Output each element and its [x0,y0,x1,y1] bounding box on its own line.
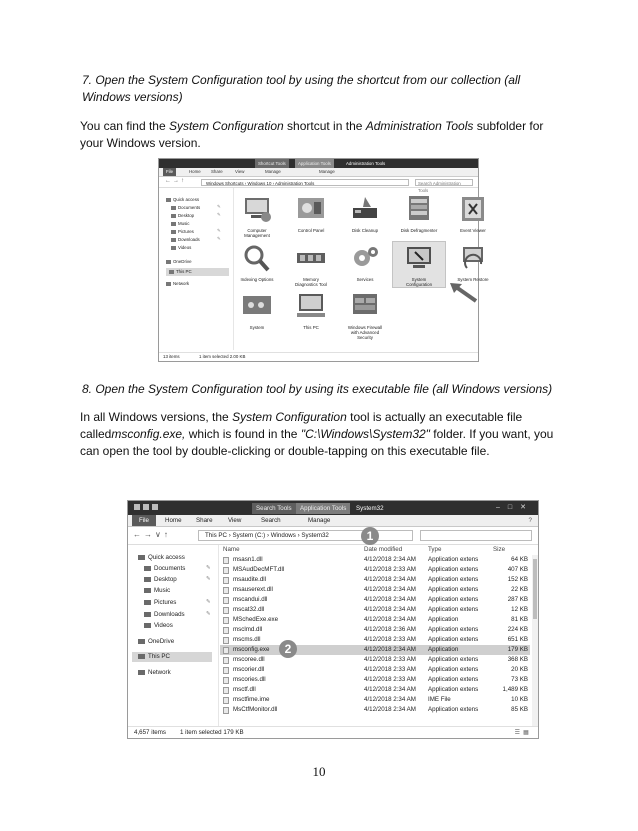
file-icon [223,567,229,574]
tile-event-viewer[interactable] [447,193,499,233]
title-bar [128,501,538,515]
file-name: mscandui.dll [233,596,268,603]
pin-icon: ✎ [217,228,221,233]
pictures-icon [171,230,176,234]
view-toggle-icons[interactable]: ☰▦ [514,729,532,736]
sidebar-item-this-pc[interactable] [166,268,229,276]
folder-icon [144,566,151,571]
file-size: 368 KB [507,656,528,663]
breadcrumb-system-c[interactable]: System (C:) [232,532,266,539]
file-name: msclmd.dll [233,626,263,633]
star-icon [166,198,171,202]
table-row[interactable] [220,655,530,665]
file-date: 4/12/2018 2:34 AM [364,586,416,593]
window-controls[interactable]: –□✕ [496,504,534,511]
file-size: 10 KB [511,696,528,703]
column-headers [223,545,533,554]
tile-label: Event Viewer [460,228,486,233]
file-icon [223,637,229,644]
file-date: 4/12/2018 2:34 AM [364,556,416,563]
ribbon-tabs [159,168,478,177]
sidebar-item-downloads[interactable] [144,610,185,620]
pin-icon: ✎ [206,611,211,617]
sidebar-label: Pictures [178,229,194,234]
sidebar-label: Desktop [178,213,195,218]
scrollbar-thumb[interactable] [533,559,537,619]
file-icon [223,577,229,584]
tile-indexing-options[interactable] [231,242,283,282]
file-size: 85 KB [511,706,528,713]
tab-application-tools[interactable]: Application Tools [296,503,350,514]
text-run-italic: System Configuration [168,119,284,133]
file-date: 4/12/2018 2:34 AM [364,696,416,703]
sidebar-item-desktop[interactable] [171,212,194,220]
file-size: 179 KB [507,646,528,653]
pin-icon: ✎ [206,565,211,571]
file-size: 12 KB [511,606,528,613]
memory-chip-icon [293,242,329,274]
pointer-arrow-icon [448,281,478,303]
tile-label: Services [356,277,374,282]
system-configuration-icon [401,242,437,274]
file-icon [223,597,229,604]
tile-memory-diagnostics[interactable] [285,242,337,287]
computer-icon [169,270,174,274]
tile-system-configuration[interactable] [393,242,445,287]
nav-arrows-icon[interactable]: ←→∨↑ [133,530,171,539]
file-name: msauserext.dll [233,586,273,593]
tile-computer-management[interactable] [231,193,283,238]
callout-badge-2: 2 [279,640,297,658]
video-icon [144,623,151,628]
column-name[interactable]: Name [223,546,240,553]
navigation-pane [128,545,219,726]
network-icon [138,670,145,675]
gear-icon [347,242,383,274]
sidebar-item-documents[interactable] [171,204,200,212]
sidebar-label: Downloads [178,237,200,242]
new-folder-icon[interactable] [143,504,149,510]
pin-icon: ✎ [206,576,211,582]
table-row[interactable] [220,685,530,695]
file-type: Application extens [428,686,479,693]
breadcrumb-windows[interactable]: Windows [270,532,296,539]
explorer-window-administration-tools [158,158,489,362]
address-bar[interactable]: Windows Shortcuts › Windows 10 › Administration Tools [201,179,409,186]
window-title: System32 [356,505,384,512]
file-icon [223,627,229,634]
sidebar-item-documents[interactable] [144,564,185,574]
tile-label: Control Panel [297,228,325,233]
table-row[interactable] [220,635,530,645]
disk-cleanup-icon [347,193,383,225]
nav-arrows-icon[interactable]: ←→↑ [165,178,186,184]
page-number: 10 [312,764,326,779]
control-panel-icon [293,193,329,225]
tab-manage-application[interactable]: Manage [319,169,335,174]
sidebar-label: Pictures [154,599,177,606]
file-name: MsCtfMonitor.dll [233,706,278,713]
table-row[interactable] [220,665,530,675]
sidebar-label: Videos [178,245,192,250]
computer-icon [293,290,329,322]
step-8-heading: 8. Open the System Configuration tool by using its executable file (all Windows versions) [82,382,553,396]
file-date: 4/12/2018 2:33 AM [364,566,416,573]
system-icon [239,290,275,322]
sidebar-label: Documents [154,565,186,572]
tab-shortcut-tools[interactable]: Shortcut Tools [255,159,289,168]
tile-label: This PC [303,325,319,330]
file-type: Application [428,646,459,653]
sidebar-label: Network [148,669,171,676]
file-date: 4/12/2018 2:34 AM [364,606,416,613]
sidebar-label: Network [173,281,190,286]
file-type: Application extens [428,636,479,643]
address-bar-row [159,177,478,193]
firewall-icon [347,290,383,322]
sidebar-label: OneDrive [173,259,192,264]
tab-view[interactable]: View [228,517,242,524]
search-input[interactable] [420,530,532,541]
pictures-icon [144,600,151,605]
sidebar-item-quick-access[interactable] [166,196,199,204]
tile-disk-cleanup[interactable] [339,193,391,233]
file-type: Application extens [428,596,479,603]
sidebar-item-music[interactable] [144,586,170,596]
table-row[interactable] [220,605,530,615]
title-bar [159,159,478,168]
tile-label: System Restore [457,277,489,282]
address-bar-row [128,527,538,545]
file-type: IME File [428,696,451,703]
tab-search[interactable]: Search [261,517,281,524]
text-run: In all Windows versions, the [80,410,233,424]
tab-search-tools[interactable]: Search Tools [252,503,296,514]
column-type[interactable]: Type [428,546,442,553]
tile-windows-firewall[interactable] [339,290,391,340]
sidebar-label: Music [154,587,171,594]
cloud-icon [166,260,171,264]
file-name: msconfig.exe [233,646,270,653]
chevron-down-icon[interactable] [152,504,158,510]
file-name: MSAudDecMFT.dll [233,566,285,573]
event-viewer-icon [455,193,491,225]
indexing-options-icon [239,242,275,274]
tile-system[interactable] [231,290,283,330]
step-7-heading: 7. Open the System Configuration tool by using the shortcut from our collection (all Windows versions) [82,73,521,104]
status-item-count: 4,657 items [134,729,166,736]
text-run: tool is actually an executable file called [80,410,523,441]
computer-icon [138,654,145,659]
file-name: msctf.dll [233,686,256,693]
sidebar-label: Quick access [148,554,185,561]
explorer-window-system32 [127,500,539,739]
file-name: mscms.dll [233,636,261,643]
status-selection: 1 item selected 179 KB [180,729,244,736]
ribbon-tabs [128,515,538,527]
tab-file[interactable]: File [163,168,176,176]
chevron-right-icon: › [266,532,271,539]
sidebar-label: Quick access [173,197,200,202]
breadcrumb-this-pc[interactable]: This PC [205,532,228,539]
pin-icon: ✎ [217,236,221,241]
tile-label: Disk Cleanup [351,228,379,233]
sidebar-item-pictures[interactable] [144,598,176,608]
file-type: Application extens [428,666,479,673]
sidebar-item-onedrive[interactable] [166,258,192,266]
file-name: mscorier.dll [233,666,265,673]
vertical-scrollbar[interactable] [532,555,538,727]
sidebar-label: Videos [154,622,173,629]
quick-access-toolbar[interactable] [134,504,174,511]
table-row[interactable] [220,705,530,715]
file-date: 4/12/2018 2:34 AM [364,596,416,603]
text-run-italic: System Configuration [232,410,347,424]
file-icon [223,677,229,684]
callout-badge-1: 1 [361,527,379,545]
address-bar[interactable] [198,530,413,541]
chevron-right-icon: › [297,532,302,539]
file-size: 22 KB [511,586,528,593]
file-type: Application [428,616,459,623]
sidebar-item-music[interactable] [171,220,189,228]
star-icon [138,555,145,560]
sidebar-item-onedrive[interactable] [138,637,174,647]
file-size: 20 KB [511,666,528,673]
file-date: 4/12/2018 2:33 AM [364,676,416,683]
file-date: 4/12/2018 2:36 AM [364,626,416,633]
file-type: Application extens [428,586,479,593]
network-icon [166,282,171,286]
sidebar-item-pictures[interactable] [171,228,194,236]
file-size: 407 KB [507,566,528,573]
sidebar-item-this-pc[interactable] [132,652,212,662]
window-title: Administration Tools [346,161,386,166]
tile-label: Computer Management [244,228,270,238]
file-type: Application extens [428,656,479,663]
table-row[interactable] [220,585,530,595]
table-row[interactable] [220,695,530,705]
tab-manage-shortcut[interactable]: Manage [265,169,281,174]
tile-disk-defragmenter[interactable] [393,193,445,233]
file-date: 4/12/2018 2:34 AM [364,646,416,653]
file-size: 224 KB [507,626,528,633]
file-size: 64 KB [511,556,528,563]
tab-share[interactable]: Share [211,169,223,174]
file-date: 4/12/2018 2:34 AM [364,686,416,693]
sidebar-item-network[interactable] [138,668,171,678]
file-date: 4/12/2018 2:34 AM [364,576,416,583]
music-icon [144,588,151,593]
table-row[interactable] [220,595,530,605]
sidebar-label: This PC [148,653,171,660]
file-name: mscoree.dll [233,656,265,663]
text-run: subfolder for your Windows version. [80,119,544,150]
file-date: 4/12/2018 2:33 AM [364,666,416,673]
table-row[interactable] [220,615,530,625]
search-input[interactable]: Search Administration Tools [415,179,473,186]
music-icon [171,222,176,226]
tile-system-restore[interactable] [447,242,499,282]
download-icon [144,612,151,617]
paragraph-1 [80,118,560,152]
download-icon [171,238,176,242]
file-date: 4/12/2018 2:33 AM [364,656,416,663]
tile-label: Memory Diagnostics Tool [295,277,327,287]
tile-control-panel[interactable] [285,193,337,233]
text-run: which is found in the [185,427,301,441]
folder-icon [171,214,176,218]
file-date: 4/12/2018 2:34 AM [364,706,416,713]
file-size: 651 KB [507,636,528,643]
file-size: 73 KB [511,676,528,683]
text-run-italic: Administration Tools [365,119,474,133]
tile-label: Indexing Options [240,277,274,282]
tab-share[interactable]: Share [196,517,213,524]
sidebar-label: Downloads [154,611,185,618]
video-icon [171,246,176,250]
status-bar [159,352,478,361]
pin-icon: ✎ [217,204,221,209]
tab-home[interactable]: Home [165,517,182,524]
tile-label: System [249,325,265,330]
file-name: msasn1.dll [233,556,263,563]
file-icon [223,587,229,594]
sidebar-item-videos[interactable] [171,244,191,252]
tile-label: System Configuration [405,277,433,287]
tile-services[interactable] [339,242,391,282]
file-name: mscories.dll [233,676,266,683]
file-date: 4/12/2018 2:33 AM [364,636,416,643]
pin-icon: ✎ [217,212,221,217]
folder-icon [144,577,151,582]
folder-icon [171,206,176,210]
navigation-pane [159,188,234,350]
file-name: MSchedExe.exe [233,616,279,623]
tab-application-tools[interactable]: Application Tools [295,159,334,168]
tab-file[interactable]: File [132,515,156,526]
sidebar-item-quick-access[interactable] [138,553,185,563]
system-restore-icon [455,242,491,274]
file-icon [223,607,229,614]
sidebar-item-videos[interactable] [144,621,173,631]
table-row[interactable] [220,555,530,565]
sidebar-label: Desktop [154,576,177,583]
computer-management-icon [239,193,275,225]
tile-label: Windows Firewall with Advanced Security [347,325,383,340]
file-name: msctfime.ime [233,696,270,703]
column-date-modified[interactable]: Date modified [364,546,403,553]
file-icon [223,557,229,564]
status-selection: 1 item selected 2.00 KB [199,354,246,359]
table-row[interactable] [220,565,530,575]
text-run: You can find the [80,119,169,133]
sidebar-label: This PC [176,269,192,274]
column-size[interactable]: Size [493,546,506,553]
sidebar-label: Documents [178,205,201,210]
table-row[interactable] [220,625,530,635]
file-icon [223,657,229,664]
text-run: folder. If you want, you can open the tool by double-clicking or double-tapping on this executable file. [80,427,554,458]
file-icon [223,667,229,674]
file-type: Application extens [428,556,479,563]
status-item-count: 13 items [163,354,180,359]
help-icon[interactable]: ? [528,517,532,524]
pin-icon: ✎ [206,599,211,605]
tab-home[interactable]: Home [189,169,201,174]
file-size: 1,489 KB [502,686,528,693]
file-type: Application extens [428,606,479,613]
tile-label: Disk Defragmenter [400,228,438,233]
file-size: 287 KB [507,596,528,603]
status-bar [128,726,538,738]
sidebar-label: OneDrive [148,638,175,645]
file-type: Application extens [428,626,479,633]
sidebar-item-downloads[interactable] [171,236,200,244]
file-icon [223,697,229,704]
properties-icon[interactable] [134,504,140,510]
file-type: Application extens [428,566,479,573]
sidebar-item-network[interactable] [166,280,189,288]
table-row-msconfig-selected[interactable] [220,645,530,655]
cloud-icon [138,639,145,644]
text-run: shortcut in the [283,119,366,133]
exe-file-icon [223,647,229,654]
paragraph-2 [80,409,560,460]
tab-view[interactable]: View [235,169,245,174]
file-size: 81 KB [511,616,528,623]
exe-file-icon [223,617,229,624]
disk-defragmenter-icon [401,193,437,225]
sidebar-item-desktop[interactable] [144,575,177,585]
chevron-right-icon: › [228,532,233,539]
file-size: 152 KB [507,576,528,583]
file-date: 4/12/2018 2:34 AM [364,616,416,623]
file-name: mscat32.dll [233,606,265,613]
file-type: Application extens [428,676,479,683]
text-run-italic: msconfig.exe, [111,427,186,441]
file-type: Application extens [428,576,479,583]
file-icon [223,707,229,714]
table-row[interactable] [220,575,530,585]
breadcrumb-system32[interactable]: System32 [301,532,329,539]
text-run-italic: "C:\Windows\System32" [300,427,430,441]
table-row[interactable] [220,675,530,685]
tab-manage[interactable]: Manage [308,517,331,524]
sidebar-label: Music [178,221,190,226]
file-type: Application extens [428,706,479,713]
file-name: msaudite.dll [233,576,267,583]
file-icon [223,687,229,694]
tile-this-pc[interactable] [285,290,337,330]
